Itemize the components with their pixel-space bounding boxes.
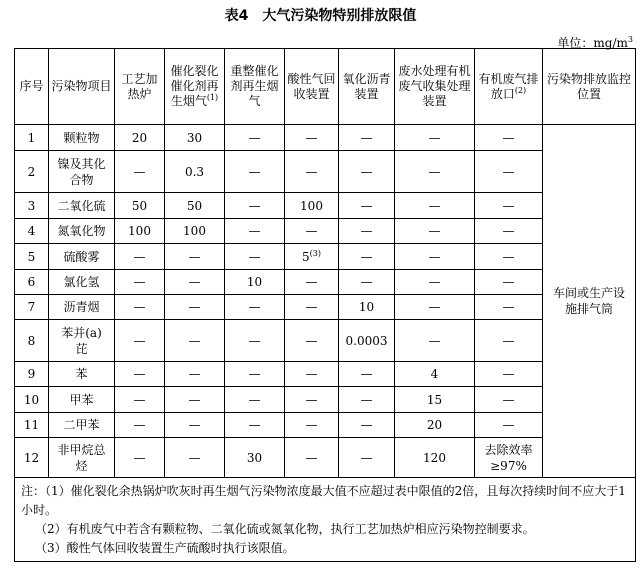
header-furnace: 工艺加热炉 bbox=[115, 49, 165, 125]
cell-no: 12 bbox=[15, 438, 49, 478]
cell-furnace: — bbox=[115, 270, 165, 295]
cell-fcc: 0.3 bbox=[165, 151, 225, 193]
table-number: 表4 bbox=[224, 8, 249, 24]
table-row bbox=[15, 125, 636, 151]
cell-org-outlet: — bbox=[475, 362, 543, 387]
cell-org-outlet: — bbox=[475, 270, 543, 295]
cell-no: 3 bbox=[15, 193, 49, 219]
cell-no: 5 bbox=[15, 244, 49, 270]
cell-pollutant: 氯化氢 bbox=[49, 270, 115, 295]
table-row bbox=[15, 219, 636, 244]
cell-wastewater: — bbox=[395, 125, 475, 151]
header-fcc-sup: (1) bbox=[206, 93, 219, 102]
cell-fcc: — bbox=[165, 320, 225, 362]
cell-wastewater: — bbox=[395, 151, 475, 193]
cell-wastewater: — bbox=[395, 193, 475, 219]
header-wastewater: 废水处理有机废气收集处理装置 bbox=[395, 49, 475, 125]
note-1: 注：（1）催化裂化余热锅炉吹灰时再生烟气污染物浓度最大值不应超过表中限值的2倍，且每次持续时间不应大于1小时。 bbox=[21, 484, 626, 517]
cell-reforming: — bbox=[225, 219, 285, 244]
cell-fcc: 30 bbox=[165, 125, 225, 151]
cell-acid-gas: — bbox=[285, 320, 339, 362]
cell-acid-gas: 5$^{(3)}$ bbox=[285, 244, 339, 270]
cell-acid-gas: — bbox=[285, 362, 339, 387]
cell-furnace: — bbox=[115, 413, 165, 438]
cell-no: 6 bbox=[15, 270, 49, 295]
cell-acid-gas: 100 bbox=[285, 193, 339, 219]
cell-reforming: — bbox=[225, 362, 285, 387]
cell-pollutant: 颗粒物 bbox=[49, 125, 115, 151]
cell-reforming: — bbox=[225, 244, 285, 270]
table-row bbox=[15, 193, 636, 219]
cell-furnace: — bbox=[115, 387, 165, 413]
cell-pollutant: 苯并(a)芘 bbox=[49, 320, 115, 362]
cell-asphalt: — bbox=[339, 125, 395, 151]
table-title-text: 大气污染物特别排放限值 bbox=[262, 8, 417, 24]
cell-wastewater: 15 bbox=[395, 387, 475, 413]
notes-row bbox=[15, 478, 636, 562]
header-row bbox=[15, 49, 636, 125]
header-org-outlet: 有机废气排放口$^{(2)}$ bbox=[475, 49, 543, 125]
cell-asphalt: — bbox=[339, 438, 395, 478]
cell-fcc: — bbox=[165, 295, 225, 320]
cell-reforming: 10 bbox=[225, 270, 285, 295]
cell-reforming: — bbox=[225, 125, 285, 151]
cell-no: 8 bbox=[15, 320, 49, 362]
header-fcc: 催化裂化催化剂再生烟气$^{(1)}$ bbox=[165, 49, 225, 125]
cell-no: 1 bbox=[15, 125, 49, 151]
header-acid-gas: 酸性气回收装置 bbox=[285, 49, 339, 125]
cell-wastewater: — bbox=[395, 244, 475, 270]
cell-asphalt: — bbox=[339, 244, 395, 270]
cell-furnace: — bbox=[115, 320, 165, 362]
cell-no: 2 bbox=[15, 151, 49, 193]
cell-org-outlet: — bbox=[475, 387, 543, 413]
unit-superscript: 3 bbox=[627, 35, 633, 44]
cell-asphalt: — bbox=[339, 387, 395, 413]
cell-pollutant: 镍及其化合物 bbox=[49, 151, 115, 193]
cell-wastewater: — bbox=[395, 320, 475, 362]
cell-fcc: — bbox=[165, 413, 225, 438]
cell-org-outlet: — bbox=[475, 151, 543, 193]
cell-wastewater: 120 bbox=[395, 438, 475, 478]
cell-org-outlet: — bbox=[475, 413, 543, 438]
emission-limits-table bbox=[14, 48, 636, 562]
table-row bbox=[15, 270, 636, 295]
cell-pollutant: 二氧化硫 bbox=[49, 193, 115, 219]
cell-no: 9 bbox=[15, 362, 49, 387]
cell-fcc: — bbox=[165, 362, 225, 387]
cell-wastewater: 4 bbox=[395, 362, 475, 387]
cell-wastewater: — bbox=[395, 219, 475, 244]
cell-furnace: 50 bbox=[115, 193, 165, 219]
cell-furnace: — bbox=[115, 362, 165, 387]
cell-reforming: — bbox=[225, 295, 285, 320]
table-row bbox=[15, 244, 636, 270]
unit-text: 单位：mg/m bbox=[557, 36, 628, 50]
header-reforming: 重整催化剂再生烟气 bbox=[225, 49, 285, 125]
cell-acid-gas: — bbox=[285, 151, 339, 193]
cell-org-outlet: — bbox=[475, 244, 543, 270]
table-row bbox=[15, 387, 636, 413]
table-row bbox=[15, 295, 636, 320]
cell-fcc: — bbox=[165, 387, 225, 413]
cell-pollutant: 二甲苯 bbox=[49, 413, 115, 438]
cell-asphalt: 10 bbox=[339, 295, 395, 320]
cell-furnace: — bbox=[115, 295, 165, 320]
cell-wastewater: — bbox=[395, 270, 475, 295]
note-3: （3）酸性气体回收装置生产硫酸时执行该限值。 bbox=[35, 541, 295, 555]
note-2: （2）有机废气中若含有颗粒物、二氧化硫或氮氧化物，执行工艺加热炉相应污染物控制要求。 bbox=[35, 522, 535, 536]
cell-fcc: 50 bbox=[165, 193, 225, 219]
cell-pollutant: 氮氧化物 bbox=[49, 219, 115, 244]
cell-furnace: 20 bbox=[115, 125, 165, 151]
cell-asphalt: — bbox=[339, 193, 395, 219]
table-notes bbox=[15, 478, 636, 562]
cell-org-outlet: — bbox=[475, 125, 543, 151]
cell-reforming: — bbox=[225, 413, 285, 438]
cell-org-outlet: — bbox=[475, 320, 543, 362]
cell-acid-gas: — bbox=[285, 270, 339, 295]
table-row bbox=[15, 438, 636, 478]
cell-acid-gas: — bbox=[285, 219, 339, 244]
cell-fcc: — bbox=[165, 270, 225, 295]
table-row bbox=[15, 413, 636, 438]
cell-reforming: — bbox=[225, 193, 285, 219]
cell-pollutant: 非甲烷总烃 bbox=[49, 438, 115, 478]
cell-monitor-location: 车间或生产设施排气筒 bbox=[543, 125, 636, 478]
header-seq: 序号 bbox=[15, 49, 49, 125]
cell-wastewater: — bbox=[395, 295, 475, 320]
cell-acid-gas: — bbox=[285, 413, 339, 438]
cell-no: 4 bbox=[15, 219, 49, 244]
acid-gas-note-sup: (3) bbox=[309, 248, 321, 258]
cell-org-outlet: — bbox=[475, 295, 543, 320]
cell-fcc: 100 bbox=[165, 219, 225, 244]
cell-furnace: — bbox=[115, 244, 165, 270]
cell-reforming: — bbox=[225, 387, 285, 413]
table-title bbox=[0, 5, 641, 25]
cell-org-outlet: — bbox=[475, 193, 543, 219]
cell-asphalt: — bbox=[339, 219, 395, 244]
header-org-outlet-sup: (2) bbox=[514, 85, 527, 95]
cell-pollutant: 甲苯 bbox=[49, 387, 115, 413]
cell-asphalt: — bbox=[339, 413, 395, 438]
table-row bbox=[15, 320, 636, 362]
cell-acid-gas: — bbox=[285, 295, 339, 320]
cell-acid-gas: — bbox=[285, 387, 339, 413]
cell-acid-gas: — bbox=[285, 125, 339, 151]
header-pollutant: 污染物项目 bbox=[49, 49, 115, 125]
cell-pollutant: 沥青烟 bbox=[49, 295, 115, 320]
cell-furnace: 100 bbox=[115, 219, 165, 244]
cell-wastewater: 20 bbox=[395, 413, 475, 438]
header-asphalt: 氧化沥青装置 bbox=[339, 49, 395, 125]
cell-org-outlet: 去除效率≥97% bbox=[475, 438, 543, 478]
header-monitor: 污染物排放监控位置 bbox=[543, 49, 636, 125]
cell-reforming: 30 bbox=[225, 438, 285, 478]
cell-fcc: — bbox=[165, 244, 225, 270]
cell-pollutant: 硫酸雾 bbox=[49, 244, 115, 270]
cell-asphalt: — bbox=[339, 151, 395, 193]
cell-no: 10 bbox=[15, 387, 49, 413]
cell-no: 11 bbox=[15, 413, 49, 438]
cell-acid-gas: — bbox=[285, 438, 339, 478]
cell-asphalt: 0.0003 bbox=[339, 320, 395, 362]
cell-furnace: — bbox=[115, 438, 165, 478]
cell-reforming: — bbox=[225, 151, 285, 193]
cell-asphalt: — bbox=[339, 270, 395, 295]
cell-pollutant: 苯 bbox=[49, 362, 115, 387]
cell-reforming: — bbox=[225, 320, 285, 362]
cell-asphalt: — bbox=[339, 362, 395, 387]
table-row bbox=[15, 362, 636, 387]
cell-org-outlet: — bbox=[475, 219, 543, 244]
table-row bbox=[15, 151, 636, 193]
cell-furnace: — bbox=[115, 151, 165, 193]
cell-no: 7 bbox=[15, 295, 49, 320]
cell-fcc: — bbox=[165, 438, 225, 478]
